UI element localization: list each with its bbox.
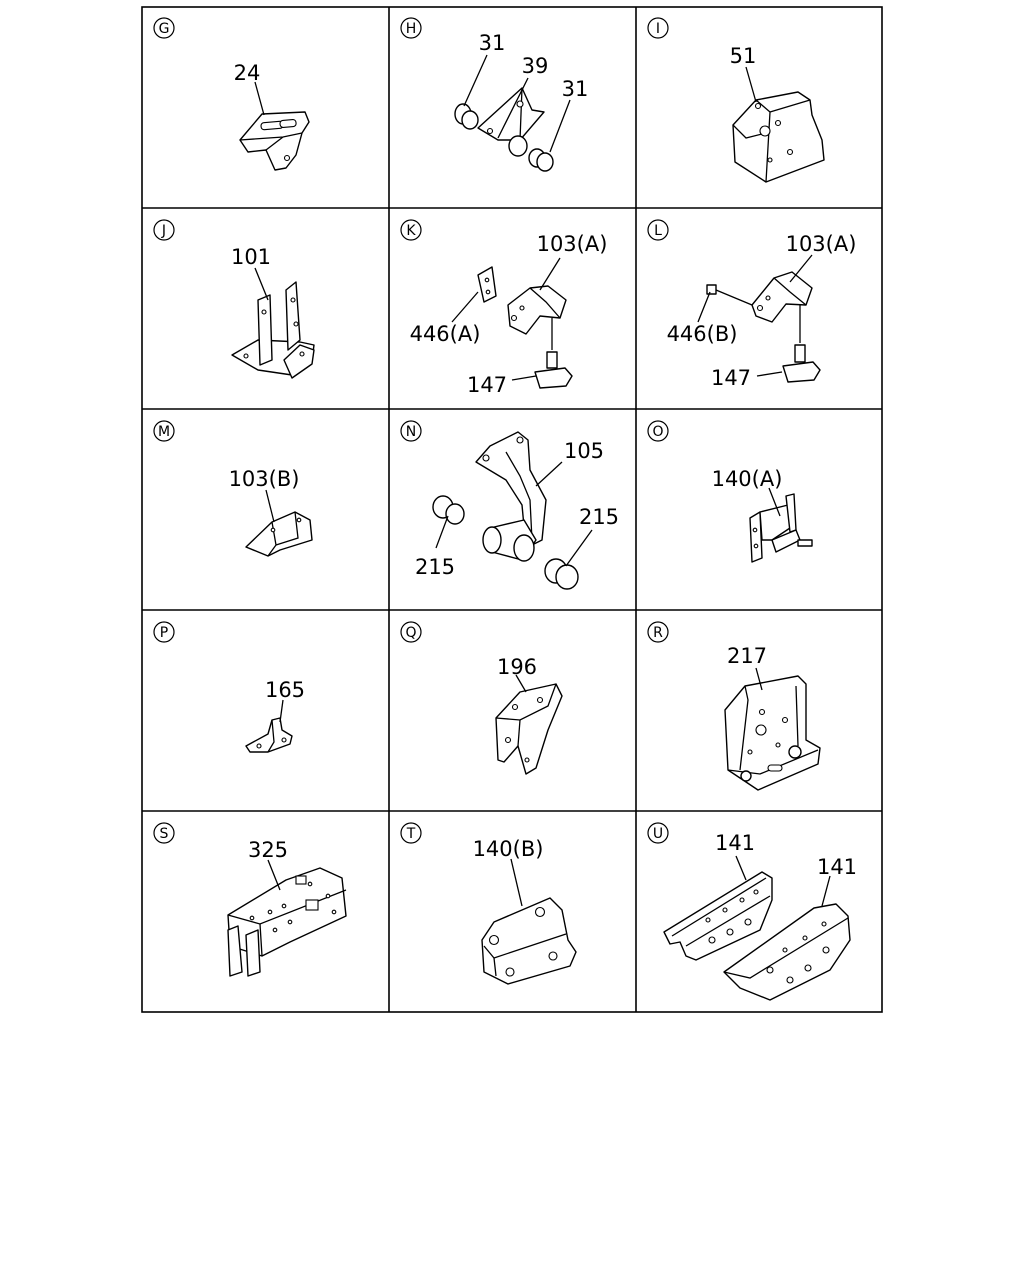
panel-letter: P [159,625,169,641]
part-label: 105 [563,439,605,463]
part-label: 103(B) [228,467,300,491]
panel-letter: R [653,625,663,641]
panel-badge [401,622,421,642]
panel-badge [648,421,668,441]
panel-badge [648,823,668,843]
part-label: 39 [521,54,549,78]
panel-badge [154,622,174,642]
bushing-bracket-drawing [455,55,570,171]
part-label: 147 [466,373,508,397]
part-label: 24 [233,61,261,85]
part-label: 217 [726,644,768,668]
part-label: 196 [496,655,538,679]
panel-badge [154,220,174,240]
panel-o [648,421,812,562]
panel-letter: L [654,223,662,239]
panel-q [401,622,562,774]
panel-j [154,220,314,378]
part-label: 101 [230,245,272,269]
panel-badge [154,421,174,441]
panel-letter: J [161,223,167,239]
panel-badge [401,421,421,441]
twin-plate-bracket-drawing [232,268,314,378]
mount-assembly-drawing [698,255,820,382]
frame-bracket-drawing [228,860,346,976]
panel-letter: Q [405,625,417,641]
part-label: 147 [710,366,752,390]
part-label: 165 [264,678,306,702]
part-label: 103(A) [536,232,608,256]
panel-l [648,220,856,390]
panel-letter: M [157,424,171,440]
part-label: 31 [561,77,589,101]
part-label: 103(A) [785,232,857,256]
small-bracket-drawing [246,700,292,752]
part-label: 141 [714,831,756,855]
panel-u [648,823,857,1000]
bracket-drawing [246,490,312,556]
panel-letter: T [406,826,416,842]
panel-letter: G [158,21,170,37]
panel-n [401,421,619,589]
panel-letter: K [406,223,416,239]
panel-letter: S [159,826,169,842]
part-label: 446(A) [409,322,481,346]
panel-i [648,18,824,182]
panel-letter: U [652,826,664,842]
part-label: 51 [729,44,757,68]
part-label: 215 [578,505,620,529]
corner-bracket-drawing [733,67,824,182]
part-label: 140(A) [711,467,783,491]
panel-badge [154,18,174,38]
panel-badge [648,18,668,38]
panel-badge [401,823,421,843]
panel-p [154,622,305,752]
panel-t [401,823,576,984]
panel-r [648,622,820,790]
plate-bracket-drawing [725,668,820,790]
panel-k [401,220,607,397]
panel-m [154,421,312,556]
panel-letter: H [405,21,417,37]
panel-letter: N [405,424,417,440]
panel-letter: O [652,424,664,440]
part-label: 325 [247,838,289,862]
panel-badge [648,220,668,240]
panel-g [154,18,309,170]
part-label: 446(B) [666,322,738,346]
panel-badge [401,18,421,38]
panel-h [401,18,588,171]
part-label: 31 [478,31,506,55]
bracket-drawing [496,675,562,774]
panel-badge [154,823,174,843]
panel-s [154,823,346,976]
panel-badge [401,220,421,240]
bracket-drawing [240,82,309,170]
angle-bracket-drawing [482,859,576,984]
bracket-drawing [750,488,812,562]
part-label: 215 [414,555,456,579]
part-label: 140(B) [472,837,544,861]
panel-letter: I [655,21,661,37]
part-label: 141 [816,855,858,879]
panel-badge [648,622,668,642]
